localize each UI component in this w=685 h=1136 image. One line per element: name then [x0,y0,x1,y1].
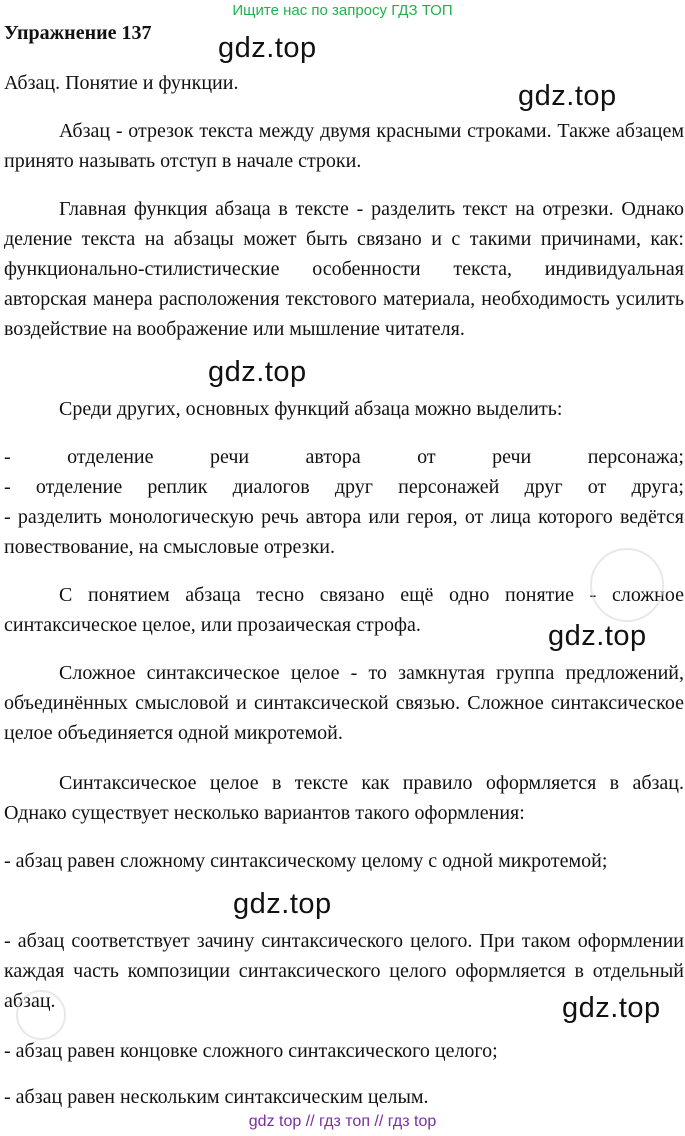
list-item: - абзац соответствует зачину синтаксического целого. При таком оформлении каждая часть композиции синтаксического целого оформляется в отдельный абзац. [4,930,684,1012]
paragraph-text: Абзац - отрезок текста между двумя красными строками. Также абзацем принято называть отступ в начале строки. [4,120,684,172]
watermark: gdz.top [518,80,617,112]
paragraph-functions-intro [4,394,684,424]
topic-subtitle: Абзац. Понятие и функции. [4,72,239,94]
paragraph-text: Сложное синтаксическое целое - то замкнутая группа предложений, объединённых смысловой и синтаксической связью. Сложное синтаксическое целое объединяется одной микротемой. [4,662,684,744]
list-item: - разделить монологическую речь автора или героя, от лица которого ведётся повествование, на смысловые отрезки. [4,506,684,558]
list-item: - отделение реплик диалогов друг персонажей друг от друга; [4,476,684,498]
watermark: gdz.top [562,992,661,1024]
paragraph-variants-intro [4,768,684,828]
faint-stamp-circle [16,990,66,1040]
variant-item-4 [4,1082,684,1112]
variant-item-3 [4,1036,684,1066]
paragraph-main-function [4,194,684,344]
list-item: - отделение речи автора от речи персонажа; [4,446,684,468]
list-item: - абзац равен нескольким синтаксическим целым. [4,1086,429,1108]
paragraph-text: Синтаксическое целое в тексте как правило оформляется в абзац. Однако существует несколько вариантов такого оформления: [4,772,684,824]
watermark: gdz.top [233,888,332,920]
paragraph-text: С понятием абзаца тесно связано ещё одно понятие - сложное синтаксическое целое, или прозаическая строфа. [4,584,684,636]
footer-links[interactable]: gdz top // гдз топ // гдз top [248,1113,437,1130]
watermark: gdz.top [548,620,647,652]
functions-list [4,442,684,562]
paragraph-text: Главная функция абзаца в тексте - разделить текст на отрезки. Однако деление текста на абзацы может быть связано и с такими причинами, как: функционально-стилистические особенности текста, индивидуальная авторская манера расположения текстового материала, необходимость усилить воздействие на воображение или мышление читателя. [4,198,684,340]
watermark: gdz.top [208,356,307,388]
list-item: - абзац равен концовке сложного синтаксического целого; [4,1040,498,1062]
paragraph-complex-definition [4,658,684,748]
list-item: - абзац равен сложному синтаксическому целому с одной микротемой; [4,850,608,872]
faint-stamp-circle [590,548,664,622]
top-banner[interactable]: Ищите нас по запросу ГДЗ ТОП [232,2,453,19]
paragraph-definition [4,116,684,176]
variant-item-1 [4,846,684,876]
paragraph-text: Среди других, основных функций абзаца можно выделить: [59,398,563,420]
exercise-title: Упражнение 137 [4,22,152,44]
watermark: gdz.top [218,32,317,64]
